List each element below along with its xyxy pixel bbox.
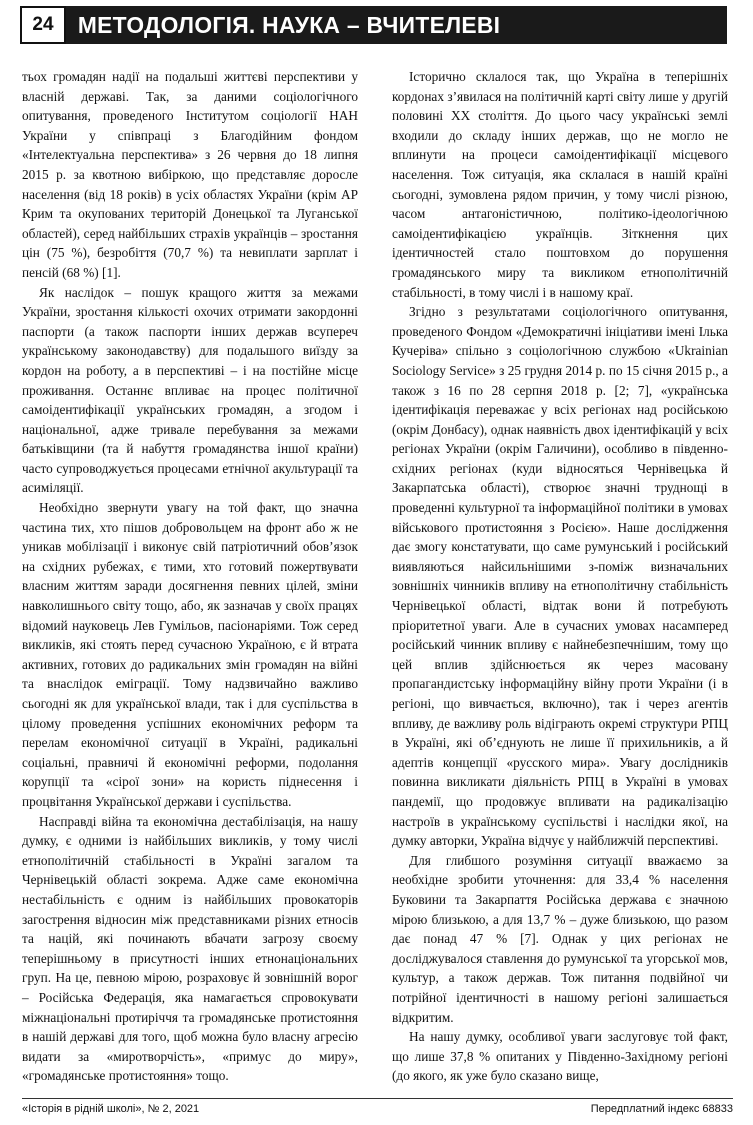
right-column <box>392 67 728 1086</box>
page-number: 24 <box>20 6 66 44</box>
page-header <box>20 6 733 44</box>
paragraph: Насправді війна та економічна дестабілізація, на нашу думку, є одними із найбільших викликів, у тому числі етнополітичній стабільності в Україні загалом та Чернівецькій області зокрема. Адже саме економічна нестабільність є одним із найбільших провокаторів загострення відносин між представниками різних етносів та націй, які починають вбачати загрозу своєму теперішньому в присутності інших етнонаціональних груп. На це, певною мірою, розраховує й зовнішній ворог – Російська Федерація, яка намагається спровокувати міжнаціональні протиріччя та громадянське протистояння в нашій державі для того, щоб можна було власну агресію видати за «миротворчість», «примус до миру», «громадянське протистояння» тощо. <box>22 813 358 1084</box>
paragraph: Згідно з результатами соціологічного опитування, проведеного Фондом «Демократичні ініціативи імені Ілька Кучеріва» спільно з соціологічною службою «Ukrainian Sociology Service» з 25 грудня 2014 р. по 15 січня 2015 р., а також з 16 по 28 серпня 2018 р. [2; 7], «українська ідентифікація переважає у всіх регіонах над російською (окрім Донбасу), однак наявність двох ідентифікацій у всіх регіонах України (окрім Галичини), особливо в південно-східних регіонах (куди відносяться Чернівецька й Закарпатська області), створює значні труднощі в проведенні культурної та інформаційної політики в умовах військового протистояння з Росією». Наше дослідження дає змогу констатувати, що саме румунський і російський виявляються найсильнішими з-поміж визначальних зовнішніх чинників впливу на етнополітичну стабільність Чернівецької області, відтак вони й потребують пріоритетної уваги. Але в сучасних умовах насамперед російський чинник впливу є найнебезпечнішим, тому що цей вплив здійснюється як через масовану пропагандистську інформаційну війну проти України (і в регіоні, що вивчається, включно), так і через агентів впливу, де важливу роль відіграють окремі структури РПЦ в Україні, які об’єднують не лише її прихильників, а й адептів концепції «русского мира». Увагу дослідників повинна викликати діяльність РПЦ в Україні в умовах пандемії, що продовжує впливати на радикалізацію настроїв в українському суспільстві і наслідки якої, на думку авторки, Україна відчує у найближчій перспективі. <box>392 304 728 849</box>
paragraph: На нашу думку, особливої уваги заслуговує той факт, що лише 37,8 % опитаних у Південно-Західному регіоні (до якого, як уже було сказано вище, <box>392 1029 728 1084</box>
paragraph: Необхідно звернути увагу на той факт, що значна частина тих, хто пішов добровольцем на фронт або ж не уникав мобілізації і виконує свій патріотичний обов’язок на східних рубежах, є тими, хто готовий пожертвувати власним життям заради досягнення певних цілей, зміни навколишнього світу тощо, або, як зазначав у своїх працях відомий науковець Лев Гумільов, пасіонаріями. Тож серед викликів, які стоять перед сучасною Україною, є й втрата активних, готових до радикальних змін громадян на війні та внаслідок еміграції. Тому надзвичайно важливо сьогодні як для української влади, так і для суспільства в цілому проведення успішних економічних реформ та перелам економічної ситуації в Україні, радикальні соціальні, правничі й економічні реформи, подолання корупції та «сірої зони» на користь піднесення і процвітання Української держави і суспільства. <box>22 500 358 809</box>
footer-journal: «Історія в рідній школі», № 2, 2021 <box>22 1103 200 1115</box>
paragraph: Історично склалося так, що Україна в теперішніх кордонах з’явилася на політичній карті світу лише у другій половині ХХ століття. До цього часу українські землі входили до складу інших держав, що не могло не вплинути на процеси самоідентифікації місцевого населення. Тож ситуація, яка склалася в нашій країні сьогодні, зумовлена рядом причин, у тому числі різною, часом антагоністичною, політико-ідеологічною самоідентифікацією українців. Зіткнення цих ідентичностей стало поштовхом до порушення громадянського миру та викликом етнополітичній стабільності, в тому числі і в нашому краї. <box>392 69 728 300</box>
footer-subscription-index: Передплатний індекс 68833 <box>590 1103 733 1115</box>
paragraph: Для глибшого розуміння ситуації вважаємо за необхідне зробити уточнення: для 33,4 % населення Буковини та Закарпаття Російська держава є значною мірою близькою, а для 13,7 % – дуже близькою, що разом дає понад 47 % [7]. Однак у цих регіонах не досліджувалося ставлення до румунської та угорської мов, культур, а також держав. Тож питання подвійної чи потрійної ідентичності в нашому регіоні залишається відкритим. <box>392 852 728 1025</box>
paragraph: тьох громадян надії на подальші життєві перспективи у власній державі. Так, за даними соціологічного опитування, проведеного Інститутом соціології НАН України у співпраці з Благодійним фондом «Інтелектуальна перспектива» з 26 червня до 18 липня 2015 р. за квотною вибіркою, що представляє доросле населення (від 18 років) в усіх областях України (крім АР Крим та окупованих територій Донецької та Луганської областей), серед найбільших страхів українців – зростання цін (75 %), безробіття (70,7 %) та невиплати зарплат і пенсій (68 %) [1]. <box>22 69 358 280</box>
left-column <box>22 67 358 1086</box>
section-title: МЕТОДОЛОГІЯ. НАУКА – ВЧИТЕЛЕВІ <box>66 6 727 44</box>
footer-divider <box>22 1098 733 1099</box>
paragraph: Як наслідок – пошук кращого життя за межами України, зростання кількості охочих отримати закордонні паспорти (а також паспорти інших держав всупереч українському законодавству) для подальшого виїзду за кордон на роботу, а в перспективі – і на постійне місце проживання. Останнє впливає на процес політичної самоідентифікації українських громадян, а згодом і національної, адже тривале перебування за межами батьківщини (та й набуття громадянства іншої країни) часто супроводжується процесами етнічної акультурації та асиміляції. <box>22 284 358 496</box>
